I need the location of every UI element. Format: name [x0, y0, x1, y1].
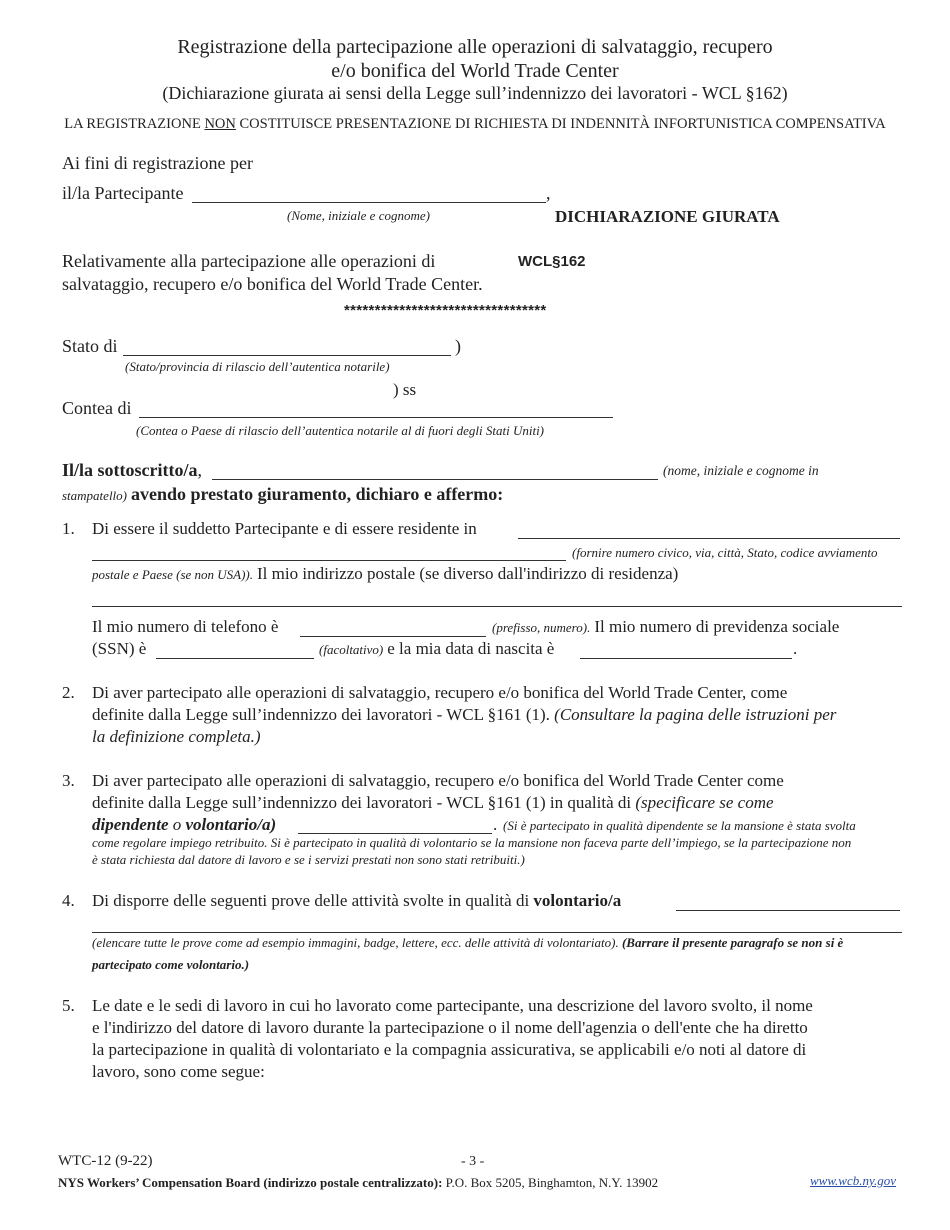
- item4-hint: (elencare tutte le prove come ad esempio immagini, badge, lettere, ecc. delle attività di volontariato). (Barrare il presente paragrafo se non si è: [92, 935, 844, 950]
- county-field[interactable]: [139, 417, 613, 418]
- item1-mailing-line: postale e Paese (se non USA)). Il mio indirizzo postale (se diverso dall'indirizzo di residenza): [92, 564, 679, 583]
- county-label: Contea di: [62, 398, 132, 418]
- county-hint: (Contea o Paese di rilascio dell’autentica notarile al di fuori degli Stati Uniti): [136, 423, 545, 438]
- item-number: 5.: [62, 996, 75, 1015]
- participant-comma: ,: [546, 183, 551, 203]
- volunteer-evidence-field-line2[interactable]: [92, 932, 902, 933]
- volunteer-evidence-field[interactable]: [676, 910, 900, 911]
- page-number: - 3 -: [461, 1154, 485, 1169]
- item3-capacity-label: dipendente o volontario/a): [92, 815, 277, 834]
- form-id: WTC-12 (9-22): [58, 1153, 153, 1169]
- undersigned-name-field[interactable]: [212, 479, 658, 480]
- item5-line1: Le date e le sedi di lavoro in cui ho lavorato come partecipante, una descrizione del lavoro svolto, il nome: [92, 996, 813, 1015]
- form-subtitle: (Dichiarazione giurata ai sensi della Legge sull’indennizzo dei lavoratori - WCL §162): [162, 83, 788, 103]
- undersigned-name-hint: (nome, iniziale e cognome in: [663, 463, 819, 478]
- undersigned-label: Il/la sottoscritto/a,: [62, 460, 202, 480]
- affidavit-title: DICHIARAZIONE GIURATA: [555, 207, 780, 226]
- sworn-statement: stampatello) avendo prestato giuramento, dichiaro e affermo:: [62, 484, 504, 504]
- item5-line2: e l'indirizzo del datore di lavoro durante la partecipazione o il nome dell'agenzia o dell'ente che ha diretto: [92, 1018, 808, 1037]
- relating-text-line1: Relativamente alla partecipazione alle operazioni di: [62, 251, 436, 271]
- wcl-reference: WCL§162: [518, 253, 586, 270]
- item3-line2: definite dalla Legge sull’indennizzo dei lavoratori - WCL §161 (1) in qualità di (specificare se come: [92, 793, 774, 812]
- ss-marker: ) ss: [393, 380, 417, 399]
- item3-hint-line2: come regolare impiego retribuito. Si è partecipato in qualità di volontario se la mansione non faceva parte dell’impiego, se la partecipazione non: [92, 835, 852, 850]
- website-link[interactable]: www.wcb.ny.gov: [810, 1173, 897, 1188]
- capacity-field[interactable]: [298, 833, 492, 834]
- participant-name-hint: (Nome, iniziale e cognome): [287, 208, 430, 223]
- state-label: Stato di: [62, 336, 118, 356]
- ssn-field[interactable]: [156, 658, 314, 659]
- participant-name-field[interactable]: [192, 202, 546, 203]
- mailing-address-field[interactable]: [92, 606, 902, 607]
- participant-label: il/la Partecipante: [62, 183, 184, 203]
- item3-hint-line3: è stata richiesta dal datore di lavoro e se i servizi prestati non sono stati retribuiti.): [92, 852, 525, 867]
- phone-label: Il mio numero di telefono è: [92, 617, 279, 636]
- form-title-line1: Registrazione della partecipazione alle operazioni di salvataggio, recupero: [177, 36, 773, 58]
- item1-text: Di essere il suddetto Partecipante e di essere residente in: [92, 519, 477, 538]
- item2-line1: Di aver partecipato alle operazioni di salvataggio, recupero e/o bonifica del World Trade Center, come: [92, 683, 788, 702]
- phone-field[interactable]: [300, 636, 486, 637]
- item2-line2: definite dalla Legge sull’indennizzo dei lavoratori - WCL §161 (1). (Consultare la pagina delle istruzioni per: [92, 705, 837, 724]
- phone-ssn-line: (prefisso, numero). Il mio numero di previdenza sociale: [492, 617, 840, 636]
- item2-line3: la definizione completa.): [92, 727, 261, 746]
- residence-field[interactable]: [518, 538, 900, 539]
- item4-hint-line2: partecipato come volontario.): [92, 957, 250, 972]
- capacity-period: .: [493, 815, 498, 834]
- registration-notice: LA REGISTRAZIONE NON COSTITUISCE PRESENTAZIONE DI RICHIESTA DI INDENNITÀ INFORTUNISTICA COMPENSATIVA: [64, 116, 886, 132]
- item3-line1: Di aver partecipato alle operazioni di salvataggio, recupero e/o bonifica del World Trade Center come: [92, 771, 784, 790]
- residence-field-line2[interactable]: [92, 560, 566, 561]
- board-address: NYS Workers’ Compensation Board (indirizzo postale centralizzato): P.O. Box 5205, Binghamton, N.Y. 13902: [58, 1175, 659, 1190]
- registration-for-label: Ai fini di registrazione per: [62, 153, 253, 173]
- item-number: 4.: [62, 891, 75, 910]
- item5-line4: lavoro, sono come segue:: [92, 1062, 265, 1081]
- ssn-label: (SSN) è: [92, 639, 147, 658]
- form-title-line2: e/o bonifica del World Trade Center: [331, 60, 619, 82]
- relating-text-line2: salvataggio, recupero e/o bonifica del World Trade Center.: [62, 274, 483, 294]
- dob-line: (facoltativo) e la mia data di nascita è: [319, 639, 555, 658]
- item4-text: Di disporre delle seguenti prove delle attività svolte in qualità di volontario/a: [92, 891, 622, 910]
- state-field[interactable]: [123, 355, 451, 356]
- dob-period: .: [793, 639, 798, 658]
- item-number: 1.: [62, 519, 75, 538]
- state-hint: (Stato/provincia di rilascio dell’autentica notarile): [125, 359, 390, 374]
- item-number: 3.: [62, 771, 75, 790]
- state-paren: ): [455, 336, 461, 356]
- dob-field[interactable]: [580, 658, 792, 659]
- item1-address-hint: (fornire numero civico, via, città, Stato, codice avviamento: [572, 545, 878, 560]
- separator-stars: *********************************: [344, 302, 547, 319]
- item3-hint-line1: (Si è partecipato in qualità dipendente se la mansione è stata svolta: [503, 818, 856, 833]
- item5-line3: la partecipazione in qualità di volontariato e la compagnia assicurativa, se applicabili e/o noti al datore di: [92, 1040, 807, 1059]
- item-number: 2.: [62, 683, 75, 702]
